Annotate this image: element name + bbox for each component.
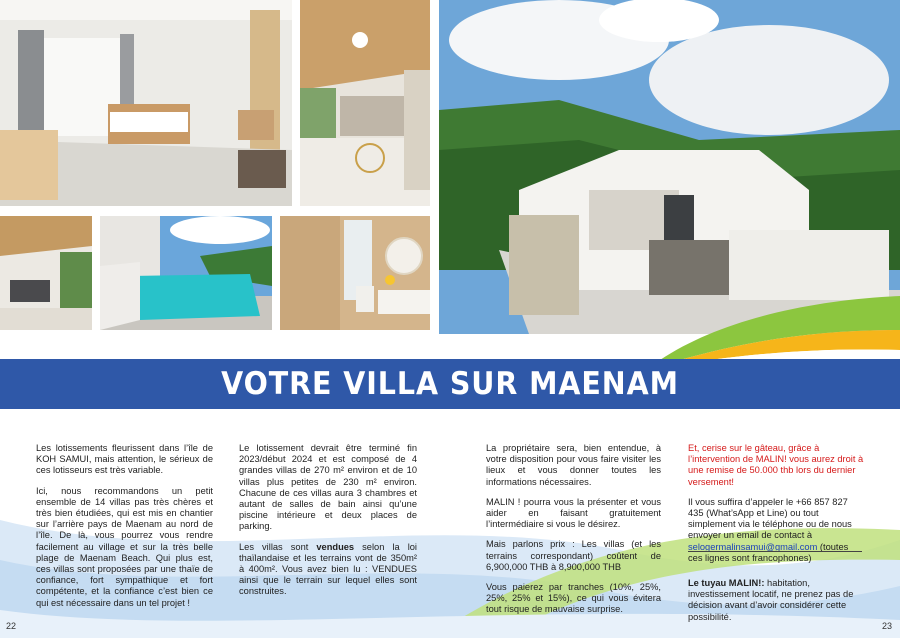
- page-title: VOTRE VILLA SUR MAENAM: [221, 366, 679, 402]
- text-column-2: [239, 443, 417, 607]
- paragraph: MALIN ! pourra vous la présenter et vous aider en faisant gratuitement l’intermédiaire si vous le désirez.: [486, 496, 661, 530]
- bedroom-photo: [0, 0, 292, 206]
- decorative-swoosh: [660, 290, 900, 360]
- divider: [688, 551, 862, 552]
- paragraph: Les lotissements fleurissent dans l’île de KOH SAMUI, mais attention, le sérieux de ces lotisseurs est très variable.: [36, 443, 213, 476]
- living-room-photo: [300, 0, 430, 206]
- text-column-1: [36, 443, 213, 618]
- paragraph: La propriétaire sera, bien entendue, à votre disposition pour vous faire visiter les lieux et vous donner toutes les informations nécessaires.: [486, 443, 661, 487]
- open-plan-photo: [0, 216, 92, 330]
- paragraph: Ici, nous recommandons un petit ensemble de 14 villas pas très chères et très bien étudiées, qui est mis en chantier sur l’arrière pays de Maenam au nord de l’île. De là, vous pourrez vous rendre facilement au village et sur la très belle plage de Maenam Beach. Qui plus est, ces villas sont proposées par une thaïe de confiance, fort sympathique et fort compétente, et la confiance c’est bien ce qui est nécessaire dans un tel projet !: [36, 485, 213, 608]
- text-column-3: [486, 443, 661, 625]
- paragraph: Vous paierez par tranches (10%, 25%, 25%, 25% et 15%), ce qui vous évitera tout risque de mauvaise surprise.: [486, 582, 661, 615]
- paragraph: Les villas sont vendues selon la loi thaïlandaise et les terrains vont de 350m² à 400m². Vous avez bien lu : VENDUES ainsi que le terrain sur lequel elles sont construites.: [239, 541, 417, 597]
- exterior-villa-photo: [439, 0, 900, 334]
- paragraph: Mais parlons prix : Les villas (et les terrains correspondant) coûtent de 6,900,000 THB à 8,900,000 THB: [486, 539, 661, 572]
- bold-text: vendues: [316, 541, 355, 552]
- email-link[interactable]: selogermalinsamui@gmail.com: [688, 541, 818, 552]
- tip-label: Le tuyau MALIN!:: [688, 578, 765, 588]
- page-number-right: 23: [882, 621, 893, 631]
- paragraph: Il vous suffira d’appeler le +66 857 827 435 (What’sApp et Line) ou tout simplement via le téléphone ou de nous envoyer un email de contact à selogermalinsamui@gmail.com (toutes ces lignes sont francophones): [688, 496, 852, 563]
- text-column-4: [688, 443, 864, 573]
- paragraph: Le lotissement devrait être terminé fin 2023/début 2024 et est composé de 4 grandes villas de 270 m² environ et de 10 villas plus petites de 230 m² environ. Chacune de ces villas aura 3 chambres et autant de salles de bain ainsi qu’une piscine intérieure et deux places de parking.: [239, 443, 417, 532]
- tip-paragraph: Le tuyau MALIN!: habitation, investissement locatif, ne prenez pas de décision avant d’avoir considérer cette possibilité.: [688, 578, 854, 622]
- promo-paragraph: Et, cerise sur le gâteau, grâce à l’intervention de MALIN! vous aurez droit à une remise de 50.000 thb lors du dernier versement!: [688, 443, 864, 487]
- bathroom-photo: [280, 216, 430, 330]
- pool-photo: [100, 216, 272, 330]
- page-number-left: 22: [6, 621, 17, 631]
